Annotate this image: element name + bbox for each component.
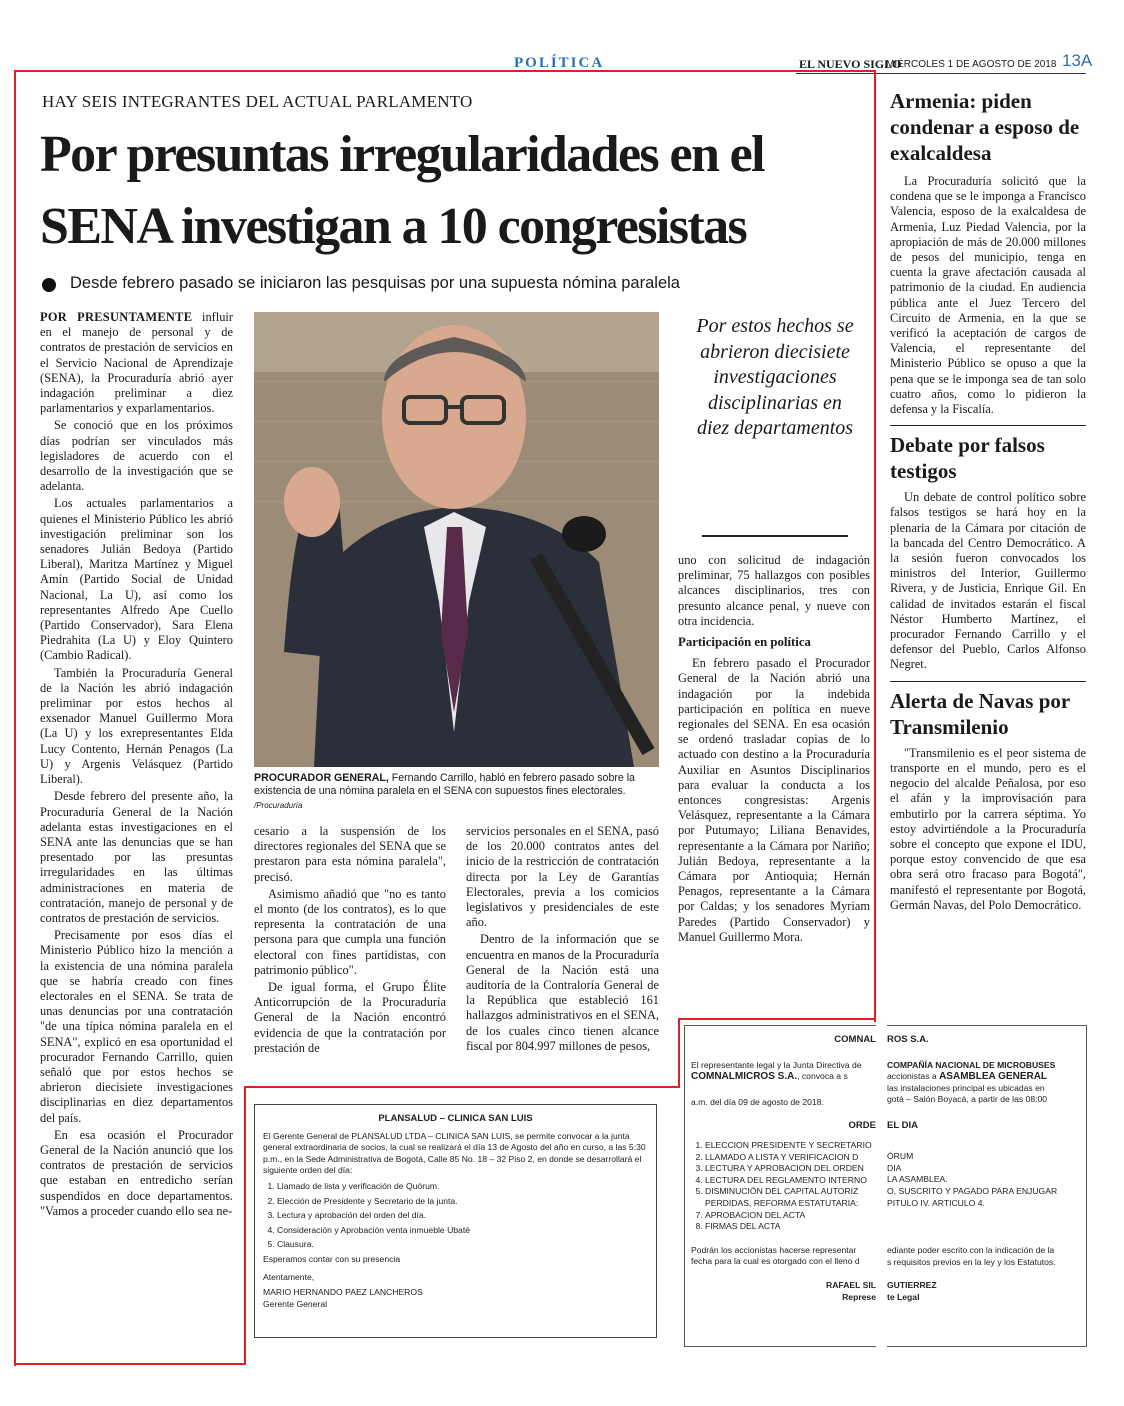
- ad-comnal-item: 1. ELECCION PRESIDENTE Y SECRETARIO: [705, 1140, 876, 1152]
- article-photo: [254, 312, 659, 767]
- ad-comnal-item-right: [887, 1140, 1082, 1152]
- ad-plansalud-regards: Atentamente,: [263, 1271, 315, 1282]
- highlight-box-left: [14, 70, 16, 1366]
- ad-plansalud-list: [263, 1181, 648, 1251]
- caption-credit: /Procuraduría: [254, 800, 303, 810]
- ad-comnal-sign-right: GUTIERREZ: [887, 1280, 937, 1291]
- ad-comnal-item: 7. APROBACION DEL ACTA: [705, 1210, 876, 1222]
- headline-line-1: Por presuntas irregularidades en el: [40, 126, 765, 183]
- ad-comnal-note2-right: s requisitos previos en la ley y los Estatutos.: [887, 1256, 1056, 1267]
- col1-p0: influir en el manejo de personal y de contratos de prestación de servicios en el Servicio Nacional de Aprendizaje (SENA), la Procuraduría abrió ayer indagación preliminar a diez parlamentarios y exparlamentarios.: [40, 310, 233, 416]
- kicker: HAY SEIS INTEGRANTES DEL ACTUAL PARLAMENTO: [42, 92, 473, 111]
- ad-comnalmicros: [684, 1025, 1087, 1347]
- section-label: POLÍTICA: [514, 55, 605, 71]
- col1-p6: En esa ocasión el Procurador General de la Nación anunció que los contratos de prestación de servicios que estaban en entredicho serían suspendidos en doce departamentos. "Vamos a proceder cuando ello sea ne-: [40, 1127, 233, 1218]
- headline-line-2: SENA investigan a 10 congresistas: [40, 198, 747, 255]
- lead-caps: POR PRESUNTAMENTE: [40, 310, 193, 324]
- ad-plansalud: [254, 1104, 657, 1338]
- ad-comnal-line2-right: accionistas a: [887, 1071, 940, 1082]
- col2-p2: De igual forma, el Grupo Élite Anticorrupción de la Procuraduría General de la Nación encontró evidencia de que la contratación por prestación de: [254, 980, 446, 1055]
- ad-comnal-white-gap: [876, 1024, 887, 1348]
- ad-comnal-date: a.m. del día 09 de agosto de 2018.: [691, 1096, 824, 1107]
- ad-plansalud-signer: MARIO HERNANDO PAEZ LANCHEROS: [263, 1287, 423, 1298]
- col1-p2: Los actuales parlamentarios a quienes el Ministerio Público les abrió investigación preliminar son los senadores Julián Bedoya (Partido Liberal), Maritza Martínez y Miguel Amín (Partido Social de Unidad Nacional, La U), así como los representantes Alfredo Ape Cuello (Partido Conservador), Sara Elena Piedrahita (La U) y Eloy Quintero (Cambio Radical).: [40, 496, 233, 663]
- highlight-box-bottom: [14, 1363, 246, 1365]
- ad-comnal-item: 8. FIRMAS DEL ACTA: [705, 1221, 876, 1233]
- highlight-box-step-horiz: [678, 1018, 876, 1020]
- ad-comnal-note-right: ediante poder escrito con la indicación de la: [887, 1245, 1055, 1256]
- sidebar-rule-2: [890, 681, 1086, 682]
- photo-caption: [254, 772, 659, 812]
- ad-comnal-right: [887, 1034, 1082, 1344]
- sidebar-text-3: [890, 746, 1086, 913]
- col3-p1: Dentro de la información que se encuentra en manos de la Procuraduría General de la Nación está una auditoría de la Contraloría General de la República que estableció 161 hallazgos administrativos en el SENA, de los cuales cinco tienen alcance fiscal por 804.997 millones de pesos,: [466, 932, 659, 1053]
- page-number: 13A: [1062, 51, 1093, 70]
- pull-quote: Por estos hechos se abrieron diecisiete investigaciones disciplinarias en diez departamentos: [696, 315, 854, 440]
- sidebar-para-1: La Procuraduría solicitó que la condena que se le imponga a Francisco Valencia, esposo de la exalcaldesa de Armenia, Luz Piedad Valencia, por la apropiación de más de 20.000 millones de pesos del municipio, tenga en cuenta la grave afectación causada al patrimonio de la ciudad. En audiencia pública ante el Juez Tercero del Circuito de Armenia, en la que se verificó la aceptación de cargos de Valencia, el representante del Ministerio Público se opuso a que la pena que se le imponga sea de tan solo cuatro años, como lo pidieron la defensa y la Fiscalía.: [890, 174, 1086, 417]
- ad-comnal-item: PERDIDAS, REFORMA ESTATUTARIA:: [705, 1197, 859, 1208]
- ad-comnal-line3-right: las instalaciones principal es ubicadas en: [887, 1082, 1045, 1093]
- ad-comnal-items-left: [691, 1140, 876, 1233]
- pull-quote-rule: [702, 535, 848, 537]
- ad-comnal-title-left: COMNAL: [834, 1034, 876, 1045]
- procurador-photo-illustration: [254, 312, 659, 767]
- ad-comnal-item: 5. DISMINUCIÓN DEL CAPITAL AUTORIZ: [705, 1186, 876, 1198]
- ad-comnal-order-left: ORDE: [848, 1120, 876, 1132]
- ad-comnal-order-right: EL DIA: [887, 1119, 918, 1131]
- ad-comnal-left: [691, 1034, 876, 1344]
- sidebar-head-2: Debate por falsos testigos: [890, 433, 1045, 484]
- subsection-heading: Participación en política: [678, 635, 811, 650]
- sidebar-para-2: Un debate de control político sobre falsos testigos se hará hoy en la plenaria de la Cámara por citación de la bancada del Centro Democrático. A la sesión fueron convocados los ministros del Interior, Guillermo Rivera, y de Justicia, Enrique Gil. En calidad de invitados estarán el fiscal Néstor Humberto Martínez, el procurador Fernando Carrillo y el defensor del Pueblo, Carlos Alfonso Negret.: [890, 490, 1086, 672]
- article-column-3: [466, 824, 659, 1056]
- ad-comnal-company: COMNALMICROS S.A.: [691, 1071, 798, 1083]
- ad-comnal-note2-left: fecha para la cual es otorgado con el lleno d: [691, 1256, 860, 1267]
- caption-text: Fernando Carrillo, habló en febrero pasado sobre la existencia de una nómina paralela en el SENA con supuestos fines electorales.: [254, 772, 635, 798]
- ad-comnal-assembly: ASAMBLEA GENERAL: [939, 1071, 1048, 1083]
- col3-p0: servicios personales en el SENA, pasó de los 20.000 contratos antes del inicio de la restricción de contratación directa por la Ley de Garantías Electorales, previa a los comicios legislativos y presidenciales de este año.: [466, 824, 659, 930]
- ad-comnal-sign-left: RAFAEL SIL: [826, 1279, 876, 1290]
- ad-comnal-note-left: Podrán los accionistas hacerse representar: [691, 1244, 857, 1255]
- ad-plansalud-intro: El Gerente General de PLANSALUD LTDA – CLINICA SAN LUIS, se permite convocar a la junta general extraordinaria de socios, la cual se realizará el día 13 de Agosto del año en curso, a las 5:30 p.m., en la Sede Administrativa de Bogotá, Calle 85 No. 18 – 32 Piso 2, en donde se desarrollará el siguiente orden del día:: [263, 1130, 646, 1176]
- ad-plansalud-item: 2. Elección de Presidente y Secretario de la junta.: [277, 1196, 648, 1208]
- ad-comnal-role-left: Represe: [842, 1291, 876, 1302]
- highlight-box-step-vert: [678, 1018, 680, 1088]
- ad-comnal-item-right: LA ASAMBLEA.: [887, 1174, 948, 1185]
- highlight-box-mid-horiz: [244, 1086, 680, 1088]
- col4-p0: uno con solicitud de indagación preliminar, 75 hallazgos con posibles alcances disciplinarios, tres con presunto alcance penal, y nueve con otra incidencia.: [678, 553, 870, 628]
- ad-comnal-line4-right: gotá – Salón Boyacá, a partir de las 08:00: [887, 1094, 1048, 1105]
- sidebar: [890, 88, 1086, 913]
- ad-plansalud-item: 4. Consideración y Aprobación venta inmueble Ubaté: [277, 1225, 648, 1237]
- paper-name: EL NUEVO SIGLO: [799, 57, 902, 71]
- ad-comnal-line2-left: , convoca a s: [797, 1071, 848, 1082]
- subhead: Desde febrero pasado se iniciaron las pesquisas por una supuesta nómina paralela: [70, 274, 680, 292]
- sidebar-rule-1: [890, 425, 1086, 426]
- article-column-4: [678, 553, 870, 947]
- ad-plansalud-item: 1. Llamado de lista y verificación de Quórum.: [277, 1181, 648, 1193]
- col1-p5: Precisamente por esos días el Ministerio Público hizo la mención a la existencia de una nómina paralela que se habría creado con fines electorales en el SENA. Se trata de unas denuncias por una contratación "de una típica nómina paralela en el SENA", explicó en esa oportunidad el procurador Fernando Carrillo, quien señaló que por estos hechos se abrieron diecisiete investigaciones disciplinarias en diez departamentos del país.: [40, 928, 233, 1125]
- ad-comnal-line1-right: COMPAÑÍA NACIONAL DE MICROBUSES: [887, 1059, 1056, 1070]
- sidebar-head-1: Armenia: piden condenar a esposo de exalcaldesa: [890, 89, 1080, 165]
- ad-comnal-item-right: DIA: [887, 1162, 902, 1173]
- ad-plansalud-role: Gerente General: [263, 1298, 328, 1309]
- ad-comnal-item-right: PITULO IV. ARTICULO 4.: [887, 1197, 985, 1208]
- ad-comnal-item-right: O, SUSCRITO Y PAGADO PARA ENJUGAR: [887, 1185, 1058, 1196]
- sidebar-text-1: [890, 174, 1086, 417]
- sidebar-para-3: "Transmilenio es el peor sistema de transporte en el mundo, pero es el negocio del alcalde Peñalosa, por eso el afán y la improvisación para embutirlo por la carrera séptima. Yo estoy advirtiéndole a la Procuraduría sobre el concepto que expone el IDU, porque estoy convencido de que esa obra será otro fracaso para Bogotá", manifestó el representante por Bogotá, Germán Navas, del Polo Democrático.: [890, 745, 1086, 912]
- ad-plansalud-item: 5. Clausura.: [277, 1239, 648, 1251]
- subhead-bullet-icon: [42, 278, 56, 292]
- caption-bold: PROCURADOR GENERAL,: [254, 772, 389, 784]
- ad-comnal-items-right: [887, 1140, 1082, 1210]
- sidebar-head-3: Alerta de Navas por Transmilenio: [890, 688, 1070, 739]
- ad-comnal-item: 2. LLAMADO A LISTA Y VERIFICACION D: [705, 1152, 876, 1164]
- article-column-1: [40, 310, 233, 1221]
- highlight-box-mid-vert: [244, 1088, 246, 1365]
- ad-plansalud-title: PLANSALUD – CLINICA SAN LUIS: [378, 1113, 533, 1124]
- article-column-2: [254, 824, 446, 1058]
- col1-p1: Se conoció que en los próximos días podrían ser vinculados más legisladores de acuerdo con el desarrollo de la investigación que se adelanta.: [40, 418, 233, 494]
- ad-comnal-line1-left: El representante legal y la Junta Directiva de: [691, 1059, 862, 1070]
- col2-p0: cesario a la suspensión de los directores regionales del SENA que se prestaron para esta nómina paralela", precisó.: [254, 824, 446, 884]
- col1-p4: Desde febrero del presente año, la Procuraduría General de la Nación adelanta estas investigaciones en el SENA ante las denuncias que se han presentado por las presuntas irregularidades en las últimas administraciones en materia de contratación, manejo de personal y de contratos de prestación de servicios.: [40, 789, 233, 925]
- ad-plansalud-closing: Esperamos contar con su presencia: [263, 1253, 401, 1264]
- ad-comnal-item: 4. LECTURA DEL REGLAMENTO INTERNO: [705, 1175, 876, 1187]
- issue-date: MIÉRCOLES 1 DE AGOSTO DE 2018: [886, 59, 1057, 70]
- ad-plansalud-item: 3. Lectura y aprobación del orden del día.: [277, 1210, 648, 1222]
- ad-comnal-item: 3. LECTURA Y APROBACION DEL ORDEN: [705, 1163, 876, 1175]
- col2-p1: Asimismo añadió que "no es tanto el monto (de los contratos), es lo que representa la contratación de una persona para que cumpla una función electoral con fines partidistas, con patrimonio público".: [254, 886, 446, 977]
- ad-comnal-role-right: te Legal: [887, 1291, 920, 1302]
- ad-comnal-title-right: ROS S.A.: [887, 1034, 929, 1045]
- ad-comnal-item-right: ÓRUM: [887, 1151, 914, 1162]
- col1-p3: También la Procuraduría General de la Nación les abrió indagación preliminar por estos hechos al exsenador Manuel Guillermo Mora (La U) y los exrepresentantes Elda Lucy Contento, Hernán Penagos (La U) y Argenis Velásquez (Partido Liberal).: [40, 665, 233, 787]
- sidebar-text-2: [890, 490, 1086, 672]
- col4-p1: En febrero pasado el Procurador General de la Nación abrió una indagación por la indebida participación en política en nueve regionales del SENA. En esa ocasión se ordenó trasladar copias de lo actuado con destino a la Procuraduría Auxiliar en Asuntos Disciplinarios para evaluar la conducta a los entonces congresistas: Argenis Velásquez, representante a la Cámara por Putumayo; Liliana Benavides, representante a la Cámara por Nariño; Julián Bedoya, representante a la Cámara por Antioquia; Hernán Penagos, representante a la Cámara por Caldas; y los senadores Myriam Paredes (Partido Conservador) y Manuel Guillermo Mora.: [678, 656, 870, 944]
